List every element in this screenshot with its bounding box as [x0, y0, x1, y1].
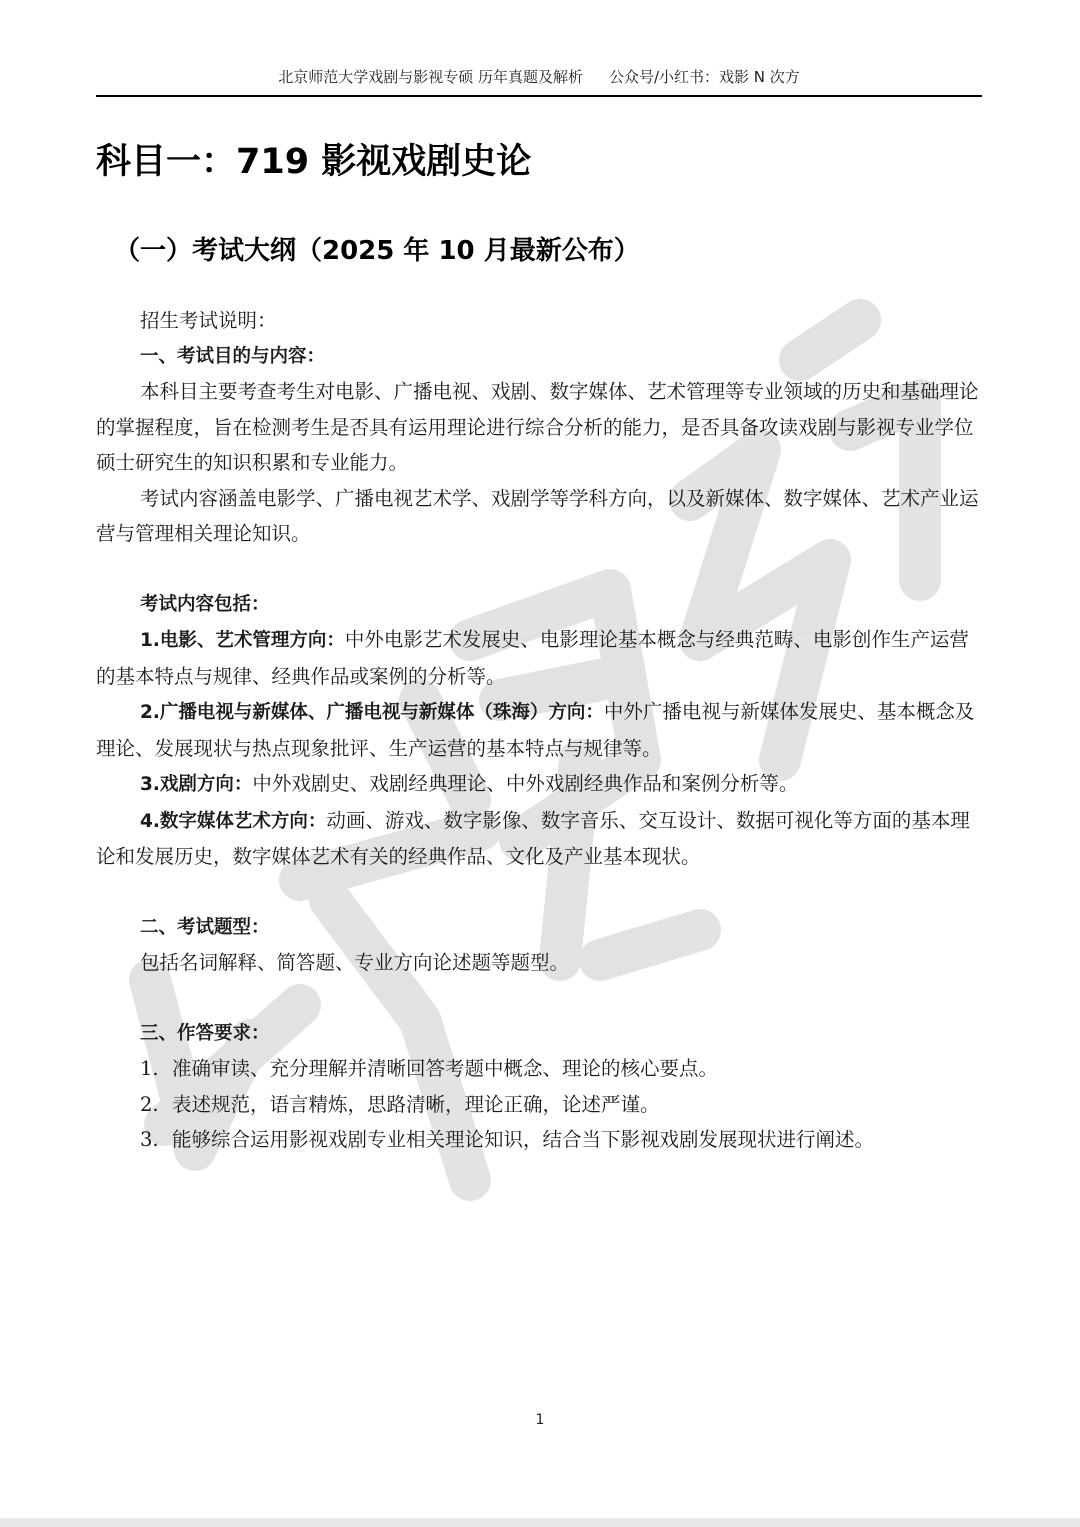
part2-text: 包括名词解释、简答题、专业方向论述题等题型。 [140, 951, 570, 974]
content-item-label: 2.广播电视与新媒体、广播电视与新媒体（珠海）方向： [140, 702, 604, 723]
requirement-number: 3. [140, 1128, 159, 1151]
requirement-text: 能够综合运用影视戏剧专业相关理论知识，结合当下影视戏剧发展现状进行阐述。 [172, 1128, 875, 1151]
requirement-number: 1. [140, 1057, 159, 1080]
header-left: 北京师范大学戏剧与影视专硕 历年真题及解析 [278, 68, 583, 86]
content-heading: 考试内容包括： [140, 593, 270, 615]
requirement-item [96, 1051, 982, 1087]
page-header [96, 66, 982, 97]
part1-paragraph-1: 本科目主要考查考生对电影、广播电视、戏剧、数字媒体、艺术管理等专业领域的历史和基础理论的掌握程度，旨在检测考生是否具有运用理论进行综合分析的能力，是否具备攻读戏剧与影视专业学位硕士研究生的知识积累和专业能力。 [96, 380, 979, 474]
content-item [96, 766, 982, 803]
content-item-text: 动画、游戏、数字影像、数字音乐、交互设计、数据可视化等方面的基本理论和发展历史，数字媒体艺术有关的经典作品、文化及产业基本现状。 [96, 808, 970, 868]
part2-heading: 二、考试题型： [140, 916, 270, 938]
content-item-text: 中外电影艺术发展史、电影理论基本概念与经典范畴、电影创作生产运营的基本特点与规律、经典作品或案例的分析等。 [96, 628, 969, 688]
requirement-item [96, 1122, 982, 1158]
requirement-text: 准确审读、充分理解并清晰回答考题中概念、理论的核心要点。 [172, 1057, 719, 1080]
content-item [96, 622, 982, 694]
header-right: 公众号/小红书：戏影 N 次方 [608, 68, 800, 86]
part1-heading: 一、考试目的与内容： [140, 345, 326, 367]
content-item-label: 3.戏剧方向： [140, 774, 253, 795]
requirement-item [96, 1087, 982, 1123]
document-body [96, 303, 982, 1158]
bottom-bar [0, 1518, 1080, 1527]
part3-heading: 三、作答要求： [140, 1022, 270, 1044]
content-item-label: 1.电影、艺术管理方向： [140, 630, 345, 651]
intro-line: 招生考试说明： [140, 309, 277, 332]
content-item [96, 803, 982, 875]
requirement-number: 2. [140, 1092, 159, 1116]
content-item-text: 中外戏剧史、戏剧经典理论、中外戏剧经典作品和案例分析等。 [252, 772, 799, 795]
part1-paragraph-2: 考试内容涵盖电影学、广播电视艺术学、戏剧学等学科方向，以及新媒体、数字媒体、艺术产业运营与管理相关理论知识。 [96, 486, 979, 545]
document-title: 科目一：719 影视戏剧史论 [96, 142, 532, 182]
page-number: 1 [535, 1412, 545, 1428]
content-item [96, 694, 982, 766]
content-item-text: 中外广播电视与新媒体发展史、基本概念及理论、发展现状与热点现象批评、生产运营的基本特点与规律等。 [96, 700, 975, 760]
requirement-text: 表述规范，语言精炼，思路清晰，理论正确，论述严谨。 [172, 1092, 660, 1116]
content-item-label: 4.数字媒体艺术方向： [140, 810, 327, 832]
section-title: （一）考试大纲（2025 年 10 月最新公布） [114, 236, 640, 266]
